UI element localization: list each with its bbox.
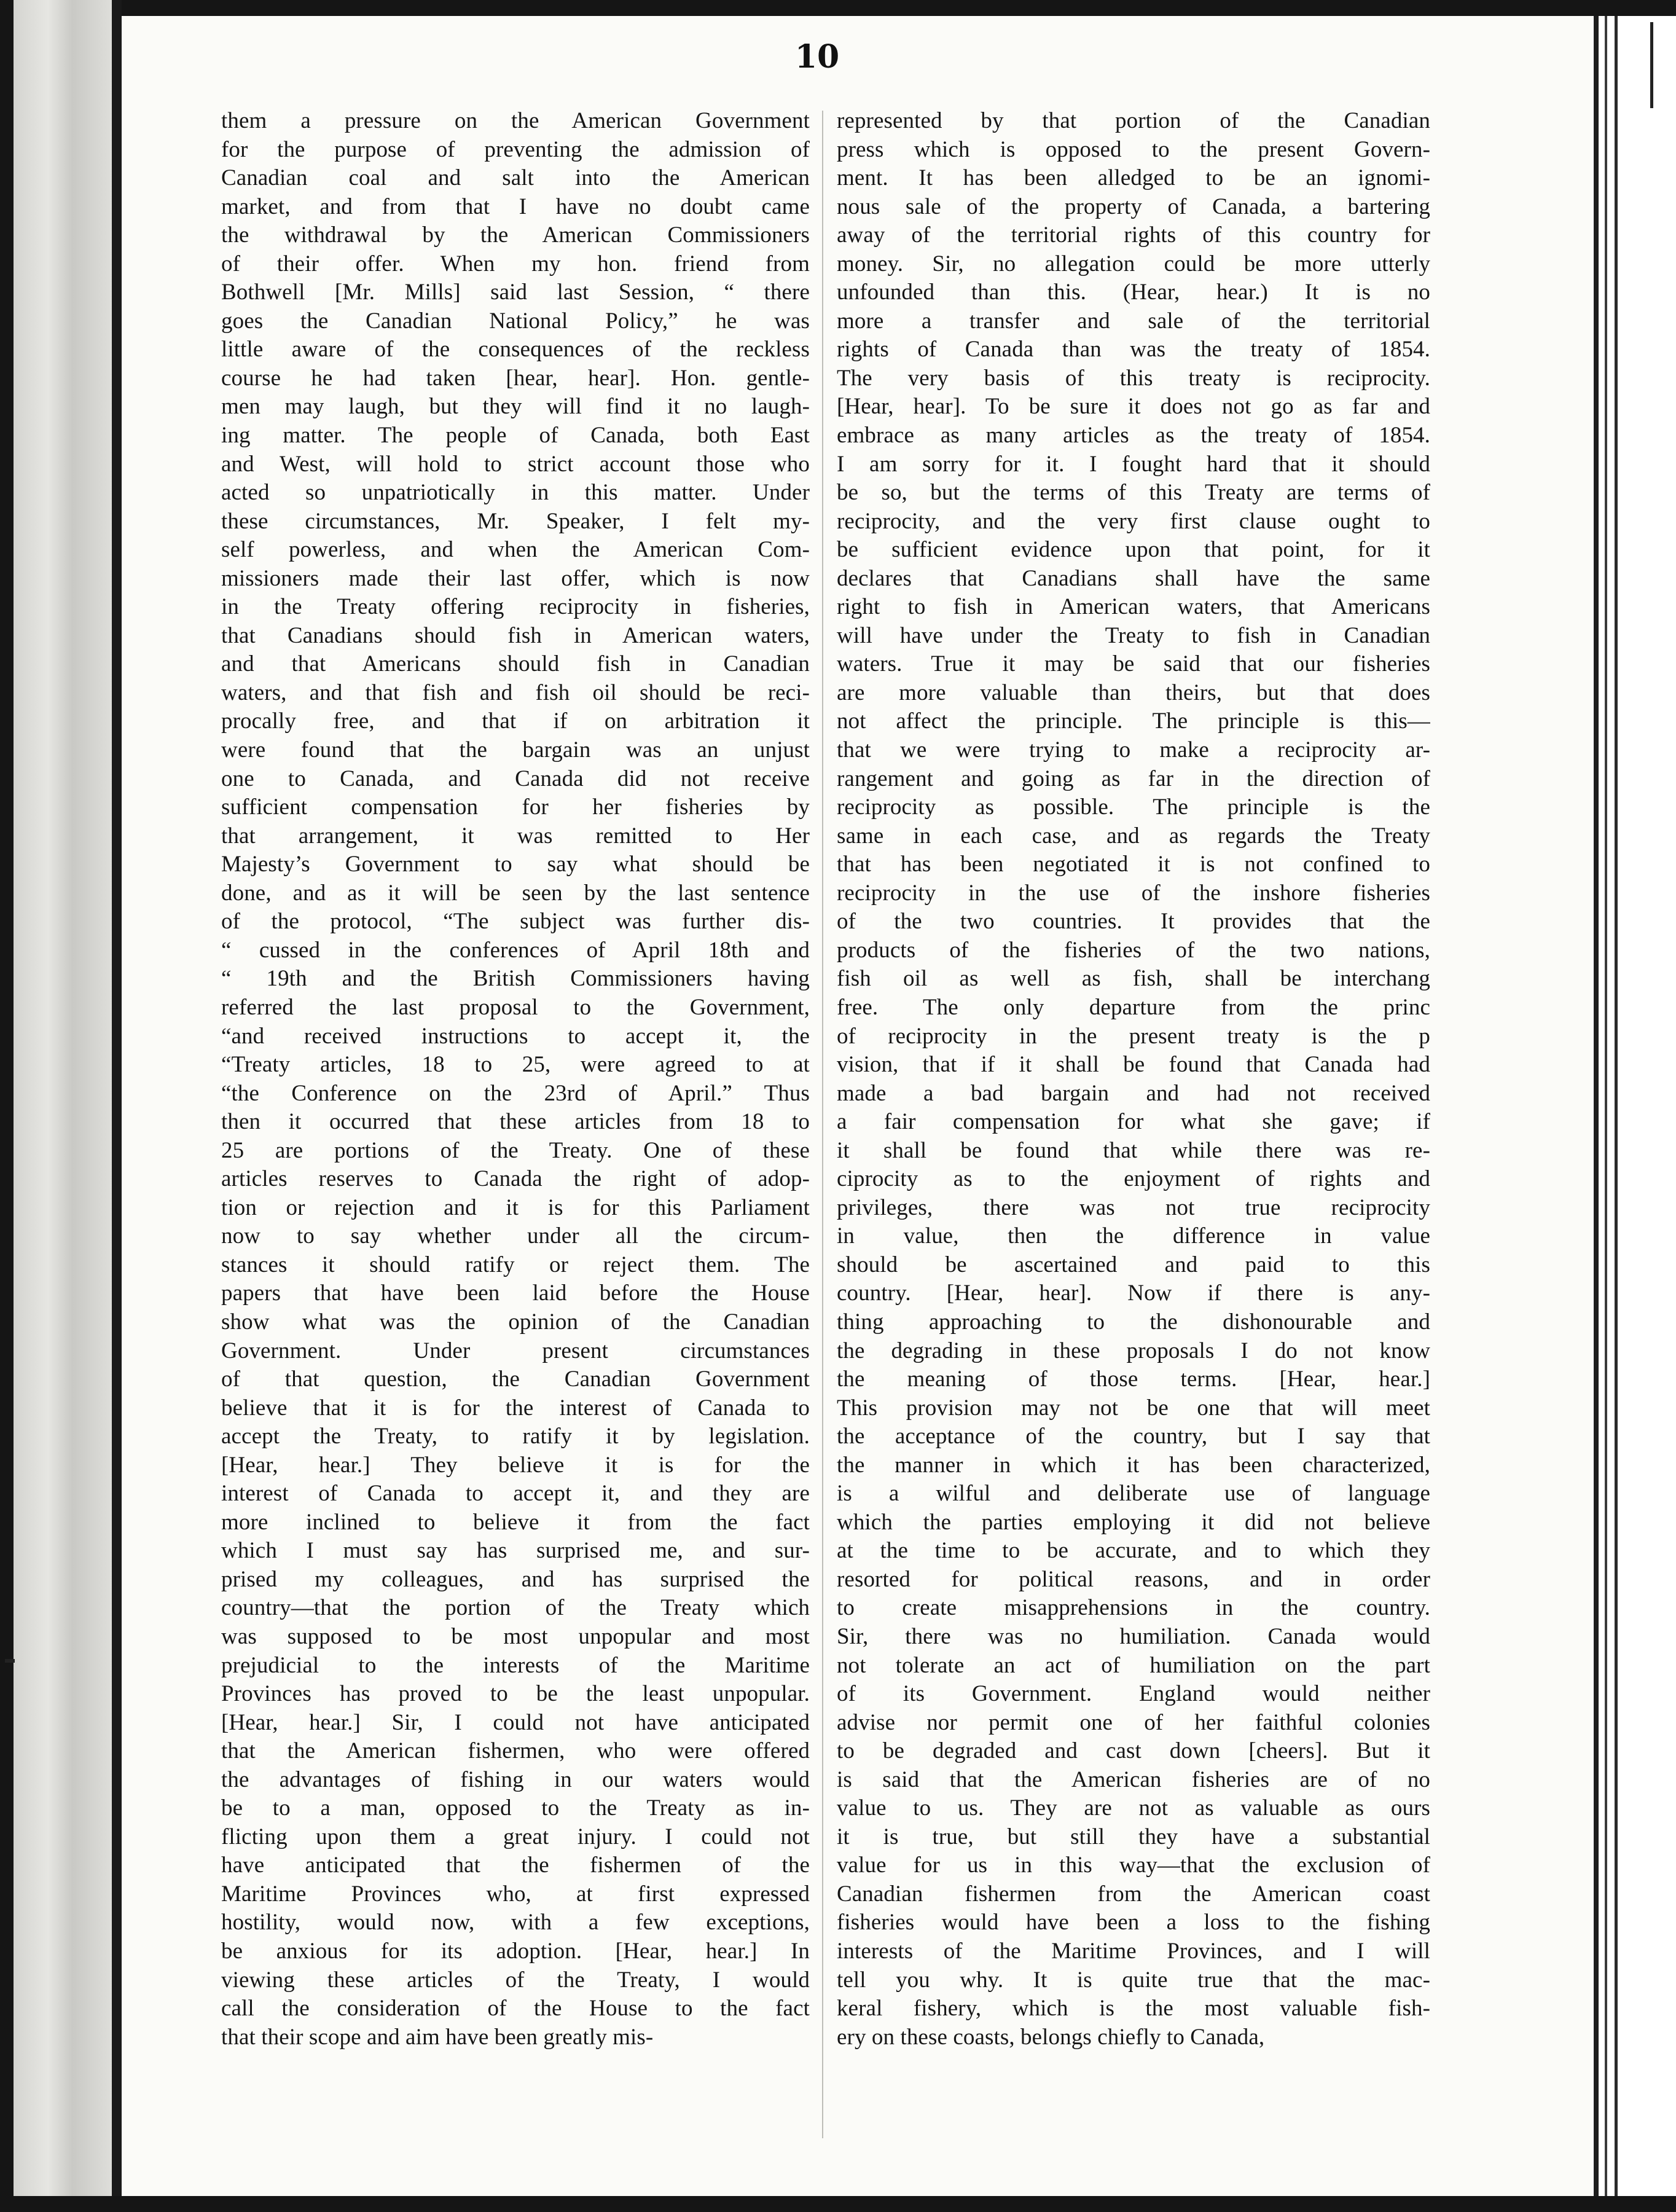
text-line: little aware of the consequences of the reckless	[221, 337, 810, 363]
page-edge-right-inner	[1605, 16, 1607, 2196]
text-line: articles reserves to Canada the right of adop-	[221, 1166, 810, 1192]
text-line: in value, then the difference in value	[837, 1223, 1430, 1249]
text-line: a fair compensation for what she gave; if	[837, 1109, 1430, 1135]
text-line: be anxious for its adoption. [Hear, hear.] In	[221, 1939, 810, 1964]
text-line: should be ascertained and paid to this	[837, 1252, 1430, 1277]
text-line: hostility, would now, with a few exceptions,	[221, 1910, 810, 1936]
text-line: unfounded than this. (Hear, hear.) It is no	[837, 280, 1430, 305]
text-line: Sir, there was no humiliation. Canada would	[837, 1623, 1430, 1649]
text-line: embrace as many articles as the treaty of 1854.	[837, 423, 1430, 449]
text-line: course he had taken [hear, hear]. Hon. gentle-	[221, 365, 810, 391]
text-line: of the protocol, “The subject was further dis-	[221, 909, 810, 935]
text-line: the degrading in these proposals I do not know	[837, 1338, 1430, 1363]
text-column-right	[837, 107, 1430, 2159]
text-line: that Canadians should fish in American waters,	[221, 622, 810, 648]
text-line: market, and from that I have no doubt came	[221, 194, 810, 219]
text-line: it shall be found that while there was re-	[837, 1137, 1430, 1163]
text-line: which the parties employing it did not believe	[837, 1509, 1430, 1535]
text-line: “the Conference on the 23rd of April.” Thus	[221, 1080, 810, 1106]
text-line: value for us in this way—that the exclusion of	[837, 1853, 1430, 1878]
text-line: men may laugh, but they will find it no laugh-	[221, 394, 810, 420]
text-line: the meaning of those terms. [Hear, hear.]	[837, 1367, 1430, 1392]
text-line: to create misapprehensions in the country.	[837, 1595, 1430, 1621]
text-line: rangement and going as far in the direction of	[837, 766, 1430, 791]
text-line: be to a man, opposed to the Treaty as in-	[221, 1795, 810, 1821]
text-line: more inclined to believe it from the fact	[221, 1509, 810, 1535]
text-line: Maritime Provinces who, at first expressed	[221, 1881, 810, 1907]
text-line: [Hear, hear.] They believe it is for the	[221, 1452, 810, 1478]
text-line: reciprocity as possible. The principle is the	[837, 794, 1430, 820]
text-line: is a wilful and deliberate use of language	[837, 1481, 1430, 1507]
text-line: the advantages of fishing in our waters would	[221, 1767, 810, 1792]
text-line: reciprocity in the use of the inshore fisheries	[837, 880, 1430, 906]
text-line: money. Sir, no allegation could be more utterly	[837, 251, 1430, 276]
text-line: ment. It has been alledged to be an ignomi-	[837, 165, 1430, 191]
text-line: products of the fisheries of the two nations,	[837, 937, 1430, 963]
text-line: in the Treaty offering reciprocity in fisheries,	[221, 594, 810, 620]
text-line: Canadian fishermen from the American coast	[837, 1881, 1430, 1907]
column-divider	[822, 111, 823, 2138]
text-line: ing matter. The people of Canada, both East	[221, 423, 810, 449]
text-line: free. The only departure from the princ	[837, 994, 1430, 1020]
text-line: ery on these coasts, belongs chiefly to Canada,	[837, 2024, 1265, 2050]
text-line: country. [Hear, hear]. Now if there is any-	[837, 1281, 1430, 1306]
page-edge-right	[1594, 16, 1599, 2196]
text-line: then it occurred that these articles from 18 to	[221, 1109, 810, 1135]
scan-border-left	[0, 0, 14, 2212]
text-line: waters, and that fish and fish oil should be reci-	[221, 680, 810, 705]
text-line: it is true, but still they have a substantial	[837, 1824, 1430, 1849]
text-line: missioners made their last offer, which is now	[221, 565, 810, 591]
text-line: [Hear, hear]. To be sure it does not go as far and	[837, 394, 1430, 420]
text-line: that we were trying to make a reciprocity ar-	[837, 737, 1430, 763]
text-line: vision, that if it shall be found that Canada had	[837, 1052, 1430, 1078]
text-line: accept the Treaty, to ratify it by legislation.	[221, 1424, 810, 1449]
text-line: tion or rejection and it is for this Parliament	[221, 1194, 810, 1220]
text-line: prejudicial to the interests of the Maritime	[221, 1652, 810, 1678]
text-line: referred the last proposal to the Government,	[221, 994, 810, 1020]
text-line: away of the territorial rights of this country for	[837, 222, 1430, 248]
text-line: prised my colleagues, and has surprised the	[221, 1566, 810, 1592]
text-line: call the consideration of the House to the fact	[221, 1996, 810, 2022]
text-line: reciprocity, and the very first clause ought to	[837, 508, 1430, 534]
text-line: resorted for political reasons, and in order	[837, 1566, 1430, 1592]
text-line: nous sale of the property of Canada, a bartering	[837, 194, 1430, 219]
text-line: one to Canada, and Canada did not receive	[221, 766, 810, 791]
text-line: stances it should ratify or reject them. The	[221, 1252, 810, 1277]
text-line: these circumstances, Mr. Speaker, I felt my-	[221, 508, 810, 534]
text-line: have anticipated that the fishermen of the	[221, 1853, 810, 1878]
text-line: of reciprocity in the present treaty is the p	[837, 1023, 1430, 1049]
text-line: them a pressure on the American Government	[221, 108, 810, 133]
text-line: ciprocity as to the enjoyment of rights and	[837, 1166, 1430, 1192]
text-line: [Hear, hear.] Sir, I could not have anticipated	[221, 1709, 810, 1735]
text-line: of their offer. When my hon. friend from	[221, 251, 810, 276]
text-line: country—that the portion of the Treaty which	[221, 1595, 810, 1621]
text-line: were found that the bargain was an unjust	[221, 737, 810, 763]
text-line: sufficient compensation for her fisheries by	[221, 794, 810, 820]
text-line: that their scope and aim have been greatly mis-	[221, 2024, 654, 2050]
text-line: Majesty’s Government to say what should be	[221, 852, 810, 877]
text-column-left	[221, 107, 810, 2159]
text-line: to be degraded and cast down [cheers]. But it	[837, 1738, 1430, 1764]
text-line: acted so unpatriotically in this matter. Under	[221, 480, 810, 506]
text-line: flicting upon them a great injury. I could not	[221, 1824, 810, 1849]
text-line: Provinces has proved to be the least unpopular.	[221, 1681, 810, 1707]
text-line: I am sorry for it. I fought hard that it should	[837, 451, 1430, 477]
text-line: be sufficient evidence upon that point, for it	[837, 537, 1430, 563]
text-line: interest of Canada to accept it, and they are	[221, 1481, 810, 1507]
text-line: and West, will hold to strict account those who	[221, 451, 810, 477]
text-line: of the two countries. It provides that the	[837, 909, 1430, 935]
text-line: same in each case, and as regards the Treaty	[837, 823, 1430, 849]
text-line: show what was the opinion of the Canadian	[221, 1309, 810, 1335]
text-line: “ cussed in the conferences of April 18th and	[221, 937, 810, 963]
text-line: Government. Under present circumstances	[221, 1338, 810, 1363]
text-line: was supposed to be most unpopular and most	[221, 1623, 810, 1649]
text-line: The very basis of this treaty is reciprocity.	[837, 365, 1430, 391]
text-line: thing approaching to the dishonourable and	[837, 1309, 1430, 1335]
text-line: “ 19th and the British Commissioners having	[221, 966, 810, 992]
next-page-edge	[1615, 16, 1618, 2196]
text-line: procally free, and that if on arbitration it	[221, 708, 810, 734]
text-line: “Treaty articles, 18 to 25, were agreed to at	[221, 1052, 810, 1078]
text-line: and that Americans should fish in Canadian	[221, 651, 810, 677]
scan-border-top	[0, 0, 1676, 16]
text-line: for the purpose of preventing the admission of	[221, 136, 810, 162]
text-line: rights of Canada than was the treaty of 1854.	[837, 337, 1430, 363]
text-line: fish oil as well as fish, shall be interchang	[837, 966, 1430, 992]
text-line: self powerless, and when the American Com-	[221, 537, 810, 563]
text-line: now to say whether under all the circum-	[221, 1223, 810, 1249]
text-line: “and received instructions to accept it, the	[221, 1023, 810, 1049]
text-line: the acceptance of the country, but I say that	[837, 1424, 1430, 1449]
text-line: Bothwell [Mr. Mills] said last Session, “ there	[221, 280, 810, 305]
scan-border-bottom	[0, 2196, 1676, 2212]
page-gutter-shadow	[14, 0, 112, 2212]
text-line: papers that have been laid before the House	[221, 1281, 810, 1306]
text-line: believe that it is for the interest of Canada to	[221, 1395, 810, 1421]
text-line: advise nor permit one of her faithful colonies	[837, 1709, 1430, 1735]
text-line: goes the Canadian National Policy,” he was	[221, 308, 810, 334]
text-line: of its Government. England would neither	[837, 1681, 1430, 1707]
text-line: declares that Canadians shall have the same	[837, 565, 1430, 591]
text-line: viewing these articles of the Treaty, I would	[221, 1967, 810, 1993]
text-line: done, and as it will be seen by the last sentence	[221, 880, 810, 906]
text-line: tell you why. It is quite true that the mac-	[837, 1967, 1430, 1993]
text-line: not affect the principle. The principle is this—	[837, 708, 1430, 734]
text-line: be so, but the terms of this Treaty are terms of	[837, 480, 1430, 506]
text-line: privileges, there was not true reciprocity	[837, 1194, 1430, 1220]
text-line: keral fishery, which is the most valuable fish-	[837, 1996, 1430, 2022]
text-line: not tolerate an act of humiliation on the part	[837, 1652, 1430, 1678]
text-line: are more valuable than theirs, but that does	[837, 680, 1430, 705]
text-line: that arrangement, it was remitted to Her	[221, 823, 810, 849]
text-line: will have under the Treaty to fish in Canadian	[837, 622, 1430, 648]
text-line: the manner in which it has been characterized,	[837, 1452, 1430, 1478]
text-line: of that question, the Canadian Government	[221, 1367, 810, 1392]
text-line: made a bad bargain and had not received	[837, 1080, 1430, 1106]
text-line: This provision may not be one that will meet	[837, 1395, 1430, 1421]
text-line: 25 are portions of the Treaty. One of these	[221, 1137, 810, 1163]
text-line: that has been negotiated it is not confined to	[837, 852, 1430, 877]
page-edge-left	[112, 0, 122, 2212]
text-line: represented by that portion of the Canadian	[837, 108, 1430, 133]
text-line: interests of the Maritime Provinces, and I will	[837, 1939, 1430, 1964]
text-line: fisheries would have been a loss to the fishing	[837, 1910, 1430, 1936]
text-line: press which is opposed to the present Govern-	[837, 136, 1430, 162]
text-line: value to us. They are not as valuable as ours	[837, 1795, 1430, 1821]
text-line: more a transfer and sale of the territorial	[837, 308, 1430, 334]
text-line: right to fish in American waters, that Americans	[837, 594, 1430, 620]
text-line: which I must say has surprised me, and sur-	[221, 1538, 810, 1564]
margin-mark	[1650, 22, 1653, 108]
text-line: at the time to be accurate, and to which they	[837, 1538, 1430, 1564]
text-line: that the American fishermen, who were offered	[221, 1738, 810, 1764]
page-number: 10	[794, 38, 840, 76]
text-line: the withdrawal by the American Commissioners	[221, 222, 810, 248]
text-line: waters. True it may be said that our fisheries	[837, 651, 1430, 677]
text-line: is said that the American fisheries are of no	[837, 1767, 1430, 1792]
scan-speck	[5, 1659, 15, 1663]
text-line: Canadian coal and salt into the American	[221, 165, 810, 191]
